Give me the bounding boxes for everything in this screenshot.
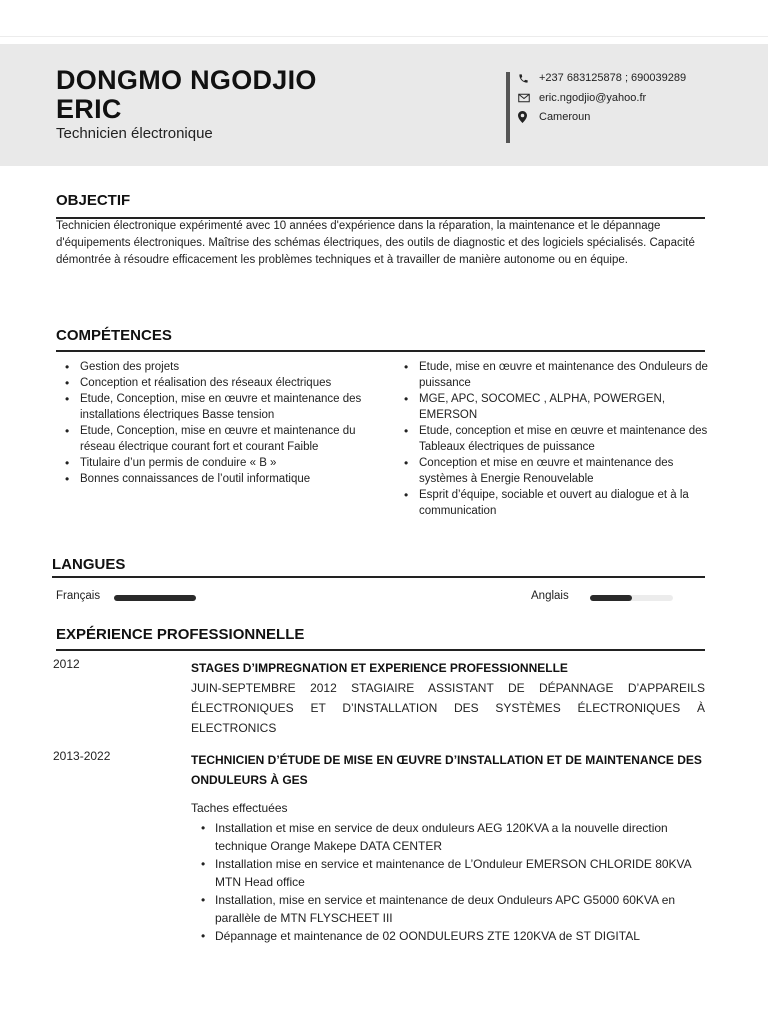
skills-rule (56, 350, 705, 352)
top-divider (0, 36, 768, 37)
name-line-1: DONGMO NGODJIO (56, 65, 317, 95)
list-item: • Etude, Conception, mise en œuvre et maintenance du réseau électrique courant fort et courant Faible (56, 423, 366, 455)
location-text: Cameroun (539, 111, 591, 123)
job-title: Technicien électronique (56, 125, 213, 142)
language-english-bar (590, 595, 673, 601)
list-item: • Gestion des projets (56, 359, 366, 375)
languages-rule (52, 576, 705, 578)
contact-divider (506, 72, 510, 143)
objective-text: Technicien électronique expérimenté avec 10 années d'expérience dans la réparation, la maintenance et le dépannage d'équipements électroniques. Maîtrise des schémas électriques, des outils de diagnostic et des logiciels spécialisés. Capacité démontrée à résoudre efficacement les problèmes techniques et à travailler de manière autonome ou en équipe. (56, 220, 695, 266)
language-french-label: Français (56, 590, 101, 602)
list-item: • Etude, mise en œuvre et maintenance des Onduleurs de puissance (395, 359, 710, 391)
contact-phone (518, 72, 686, 84)
list-item: • Conception et réalisation des réseaux électriques (56, 375, 366, 391)
skills-list-left (56, 359, 366, 487)
list-item: • MGE, APC, SOCOMEC , ALPHA, POWERGEN, EMERSON (395, 391, 710, 423)
language-french-fill (114, 595, 196, 601)
skills-list-right (395, 359, 710, 519)
language-english-label: Anglais (531, 590, 569, 602)
experience-rule (56, 649, 705, 651)
experience-heading: STAGES D’IMPREGNATION ET EXPERIENCE PROFESSIONNELLE (191, 661, 568, 675)
experience-year: 2012 (53, 657, 80, 671)
list-item: • Etude, conception et mise en œuvre et maintenance des Tableaux électriques de puissance (395, 423, 710, 455)
list-item: • Conception et mise en œuvre et maintenance des systèmes à Energie Renouvelable (395, 455, 710, 487)
tasks-title: Taches effectuées (191, 801, 288, 815)
list-item: • Installation, mise en service et maintenance de deux Onduleurs APC G5000 60KVA en parallèle de MTN FLYSCHEET III (191, 891, 711, 927)
contact-email (518, 92, 646, 104)
list-item: • Dépannage et maintenance de 02 OONDULEURS ZTE 120KVA de ST DIGITAL (191, 927, 711, 945)
objective-title: OBJECTIF (56, 192, 131, 209)
list-item: • Bonnes connaissances de l’outil informatique (56, 471, 366, 487)
language-french-bar (114, 595, 196, 601)
contact-location (518, 111, 590, 123)
experience-year: 2013-2022 (53, 749, 111, 763)
tasks-list (191, 819, 711, 945)
phone-icon (518, 73, 534, 84)
email-text: eric.ngodjio@yahoo.fr (539, 92, 647, 104)
list-item: • Titulaire d’un permis de conduire « B » (56, 455, 366, 471)
experience-title: EXPÉRIENCE PROFESSIONNELLE (56, 626, 305, 643)
list-item: • Esprit d’équipe, sociable et ouvert au dialogue et à la communication (395, 487, 710, 519)
list-item: • Installation mise en service et maintenance de L’Onduleur EMERSON CHLORIDE 80KVA MTN Head office (191, 855, 711, 891)
list-item: • Installation et mise en service de deux onduleurs AEG 120KVA a la nouvelle direction technique Orange Makepe DATA CENTER (191, 819, 711, 855)
experience-description: JUIN-SEPTEMBRE 2012 STAGIAIRE ASSISTANT DE DÉPANNAGE D’APPAREILS ÉLECTRONIQUES ET D’INSTALLATION DES SYSTÈMES ÉLECTRONIQUES À ELECTRONICS (191, 681, 705, 735)
languages-title: LANGUES (52, 556, 126, 573)
experience-heading: TECHNICIEN D’ÉTUDE DE MISE EN ŒUVRE D’INSTALLATION ET DE MAINTENANCE DES ONDULEURS À GES (191, 753, 702, 787)
skills-title: COMPÉTENCES (56, 327, 172, 344)
mail-icon (518, 93, 534, 103)
language-english-fill (590, 595, 632, 601)
map-pin-icon (518, 111, 534, 123)
phone-text: +237 683125878 ; 690039289 (539, 72, 687, 84)
list-item: • Etude, Conception, mise en œuvre et maintenance des installations électriques Basse tension (56, 391, 366, 423)
name-line-2: ERIC (56, 94, 122, 124)
candidate-name (56, 66, 317, 124)
